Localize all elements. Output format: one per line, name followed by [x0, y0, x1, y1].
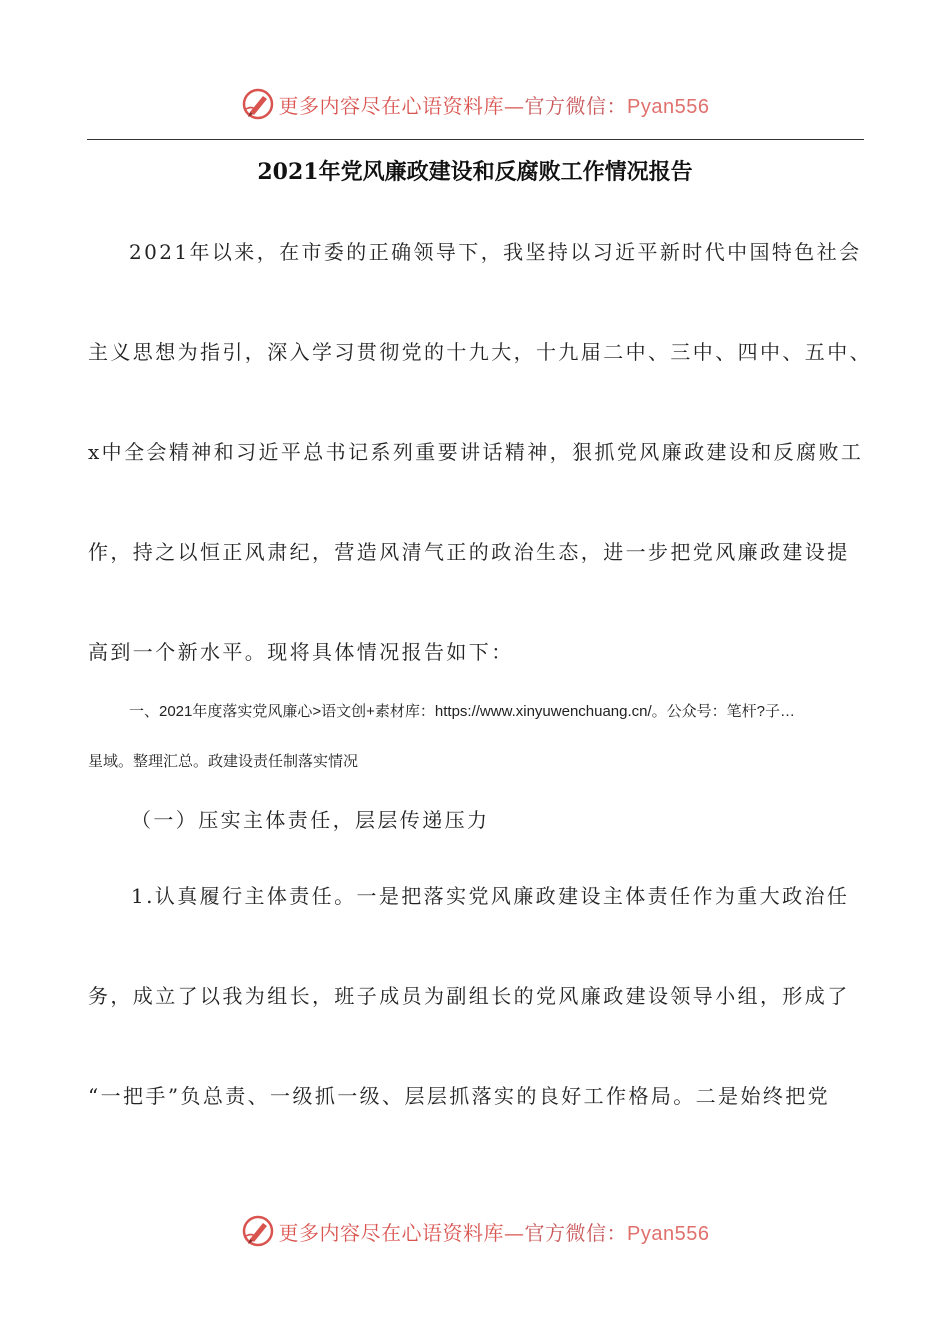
- banner-main-text: 更多内容尽在心语资料库: [278, 93, 505, 118]
- banner-main-text: 更多内容尽在心语资料库: [278, 1220, 505, 1245]
- document-title: 2021年党风廉政建设和反腐败工作情况报告: [257, 159, 693, 185]
- section-heading: 一、2021年度落实党风廉心>语文创+素材库：https://www.xinyuwenchuang.cn/。公众号：笔杆?子…: [129, 703, 796, 720]
- footer-banner: [0, 1209, 950, 1253]
- banner-dash: —: [504, 1220, 525, 1245]
- banner-dash: —: [504, 93, 525, 118]
- paragraph-line: 2021年以来，在市委的正确领导下，我坚持以习近平新时代中国特色社会: [129, 240, 862, 264]
- pen-logo-icon: [241, 87, 275, 121]
- paragraph-line: x中全会精神和习近平总书记系列重要讲话精神，狠抓党风廉政建设和反腐败工: [88, 440, 864, 464]
- paragraph-line: 1.认真履行主体责任。一是把落实党风廉政建设主体责任作为重大政治任: [131, 884, 850, 908]
- subheading: （一）压实主体责任，层层传递压力: [131, 808, 490, 832]
- paragraph-line: “一把手”负总责、一级抓一级、层层抓落实的良好工作格局。二是始终把党: [88, 1084, 831, 1108]
- paragraph-line: 作，持之以恒正风肃纪，营造风清气正的政治生态，进一步把党风廉政建设提: [88, 540, 850, 564]
- banner-wechat-id: Pyan556: [627, 95, 710, 118]
- header-divider: [87, 139, 864, 140]
- banner-wechat-label: 官方微信：: [524, 1220, 628, 1245]
- paragraph-line: 务，成立了以我为组长，班子成员为副组长的党风廉政建设领导小组，形成了: [88, 984, 850, 1008]
- banner-wechat-id: Pyan556: [627, 1222, 710, 1245]
- pen-logo-icon: [241, 1214, 275, 1248]
- banner-text: [279, 1217, 710, 1246]
- section-heading-continuation: 星域。整理汇总。政建设责任制落实情况: [88, 753, 359, 770]
- banner-wechat-label: 官方微信：: [524, 93, 628, 118]
- banner-text: [279, 90, 710, 119]
- paragraph-line: 主义思想为指引，深入学习贯彻党的十九大，十九届二中、三中、四中、五中、: [88, 340, 872, 364]
- header-banner: [0, 82, 950, 126]
- paragraph-line: 高到一个新水平。现将具体情况报告如下：: [88, 640, 514, 664]
